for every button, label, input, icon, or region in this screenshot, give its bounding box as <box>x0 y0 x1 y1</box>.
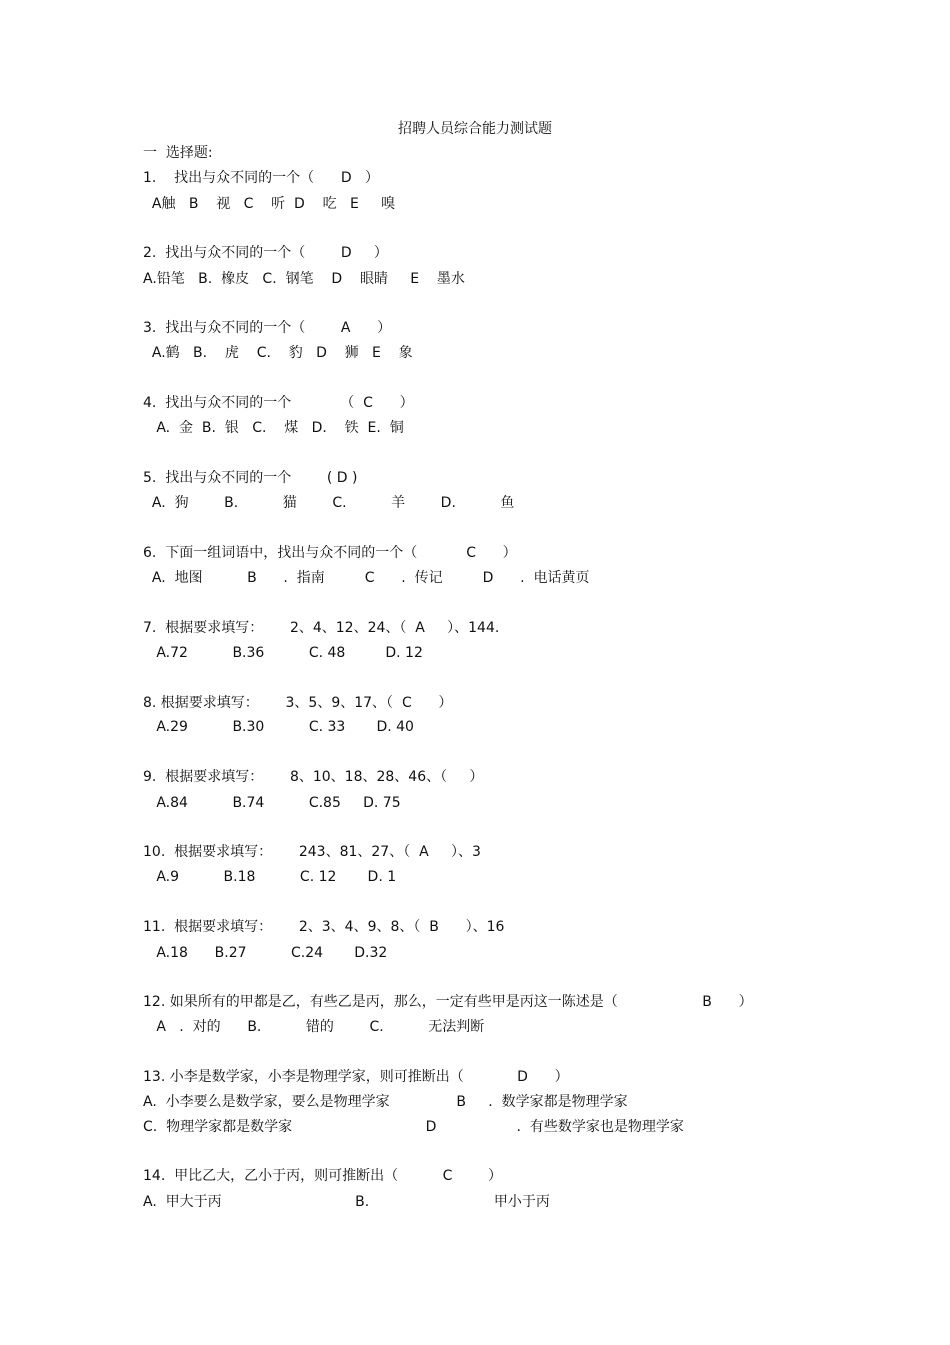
question-options: A.鹤 B. 虎 C. 豹 D 狮 E 象 <box>143 345 413 361</box>
question-stem: 14. 甲比乙大，乙小于丙，则可推断出（ C ） <box>143 1168 503 1184</box>
question-options: A. 金 B. 银 C. 煤 D. 铁 E. 铜 <box>143 420 404 436</box>
question-stem: 10. 根据要求填写： 243、81、27、（ A ）、3 <box>143 844 481 860</box>
question-stem: 9. 根据要求填写： 8、10、18、28、46、（ ） <box>143 769 484 785</box>
question-stem: 6. 下面一组词语中，找出与众不同的一个（ C ） <box>143 545 517 561</box>
question-stem: 1. 找出与众不同的一个（ D ） <box>143 170 379 186</box>
question-stem: 2. 找出与众不同的一个（ D ） <box>143 245 388 261</box>
question-options: A.29 B.30 C. 33 D. 40 <box>143 719 414 735</box>
question-options: C. 物理学家都是数学家 D . 有些数学家也是物理学家 <box>143 1119 684 1135</box>
question-stem: 4. 找出与众不同的一个 （ C ） <box>143 395 414 411</box>
question-options: A触 B 视 C 听 D 吃 E 嗅 <box>143 196 396 212</box>
question-stem: 11. 根据要求填写： 2、3、4、9、8、（ B ）、16 <box>143 919 505 935</box>
question-options: A. 狗 B. 猫 C. 羊 D. 鱼 <box>143 495 515 511</box>
question-options: A . 对的 B. 错的 C. 无法判断 <box>143 1019 485 1035</box>
question-options: A.18 B.27 C.24 D.32 <box>143 945 388 961</box>
question-options: A.9 B.18 C. 12 D. 1 <box>143 869 397 885</box>
section-heading: 一 选择题: <box>143 145 213 161</box>
document-title: 招聘人员综合能力测试题 <box>398 121 552 137</box>
question-stem: 5. 找出与众不同的一个 ( D ) <box>143 470 358 486</box>
question-options: A. 小李要么是数学家，要么是物理学家 B . 数学家都是物理学家 <box>143 1094 628 1110</box>
question-options: A.铅笔 B. 橡皮 C. 钢笔 D 眼睛 E 墨水 <box>143 271 465 287</box>
question-options: A. 地图 B . 指南 C . 传记 D . 电话黄页 <box>143 570 590 586</box>
question-options: A. 甲大于丙 B. 甲小于丙 <box>143 1194 550 1210</box>
question-options: A.72 B.36 C. 48 D. 12 <box>143 645 423 661</box>
question-stem: 3. 找出与众不同的一个（ A ） <box>143 320 392 336</box>
question-options: A.84 B.74 C.85 D. 75 <box>143 795 401 811</box>
question-stem: 13. 小李是数学家，小李是物理学家，则可推断出（ D ） <box>143 1069 569 1085</box>
question-stem: 12. 如果所有的甲都是乙，有些乙是丙，那么，一定有些甲是丙这一陈述是（ B ） <box>143 994 753 1010</box>
question-stem: 8. 根据要求填写： 3、5、9、17、（ C ） <box>143 695 453 711</box>
question-stem: 7. 根据要求填写： 2、4、12、24、（ A ）、144. <box>143 620 500 636</box>
